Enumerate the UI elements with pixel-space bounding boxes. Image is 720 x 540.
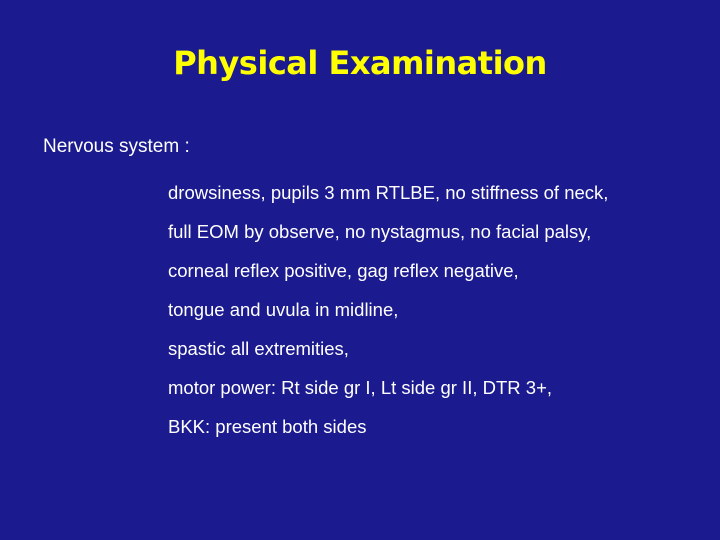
finding-line: BKK: present both sides	[168, 416, 367, 437]
finding-line: full EOM by observe, no nystagmus, no facial palsy,	[168, 221, 592, 242]
finding-line: drowsiness, pupils 3 mm RTLBE, no stiffness of neck,	[168, 182, 609, 203]
finding-line: corneal reflex positive, gag reflex negative,	[168, 260, 519, 281]
finding-line: spastic all extremities,	[168, 338, 349, 359]
finding-line: tongue and uvula in midline,	[168, 299, 399, 320]
findings-list	[168, 180, 608, 453]
section-heading: Nervous system :	[43, 136, 190, 157]
finding-line: motor power: Rt side gr I, Lt side gr II, DTR 3+,	[168, 377, 553, 398]
slide-title: Physical Examination	[173, 44, 547, 82]
